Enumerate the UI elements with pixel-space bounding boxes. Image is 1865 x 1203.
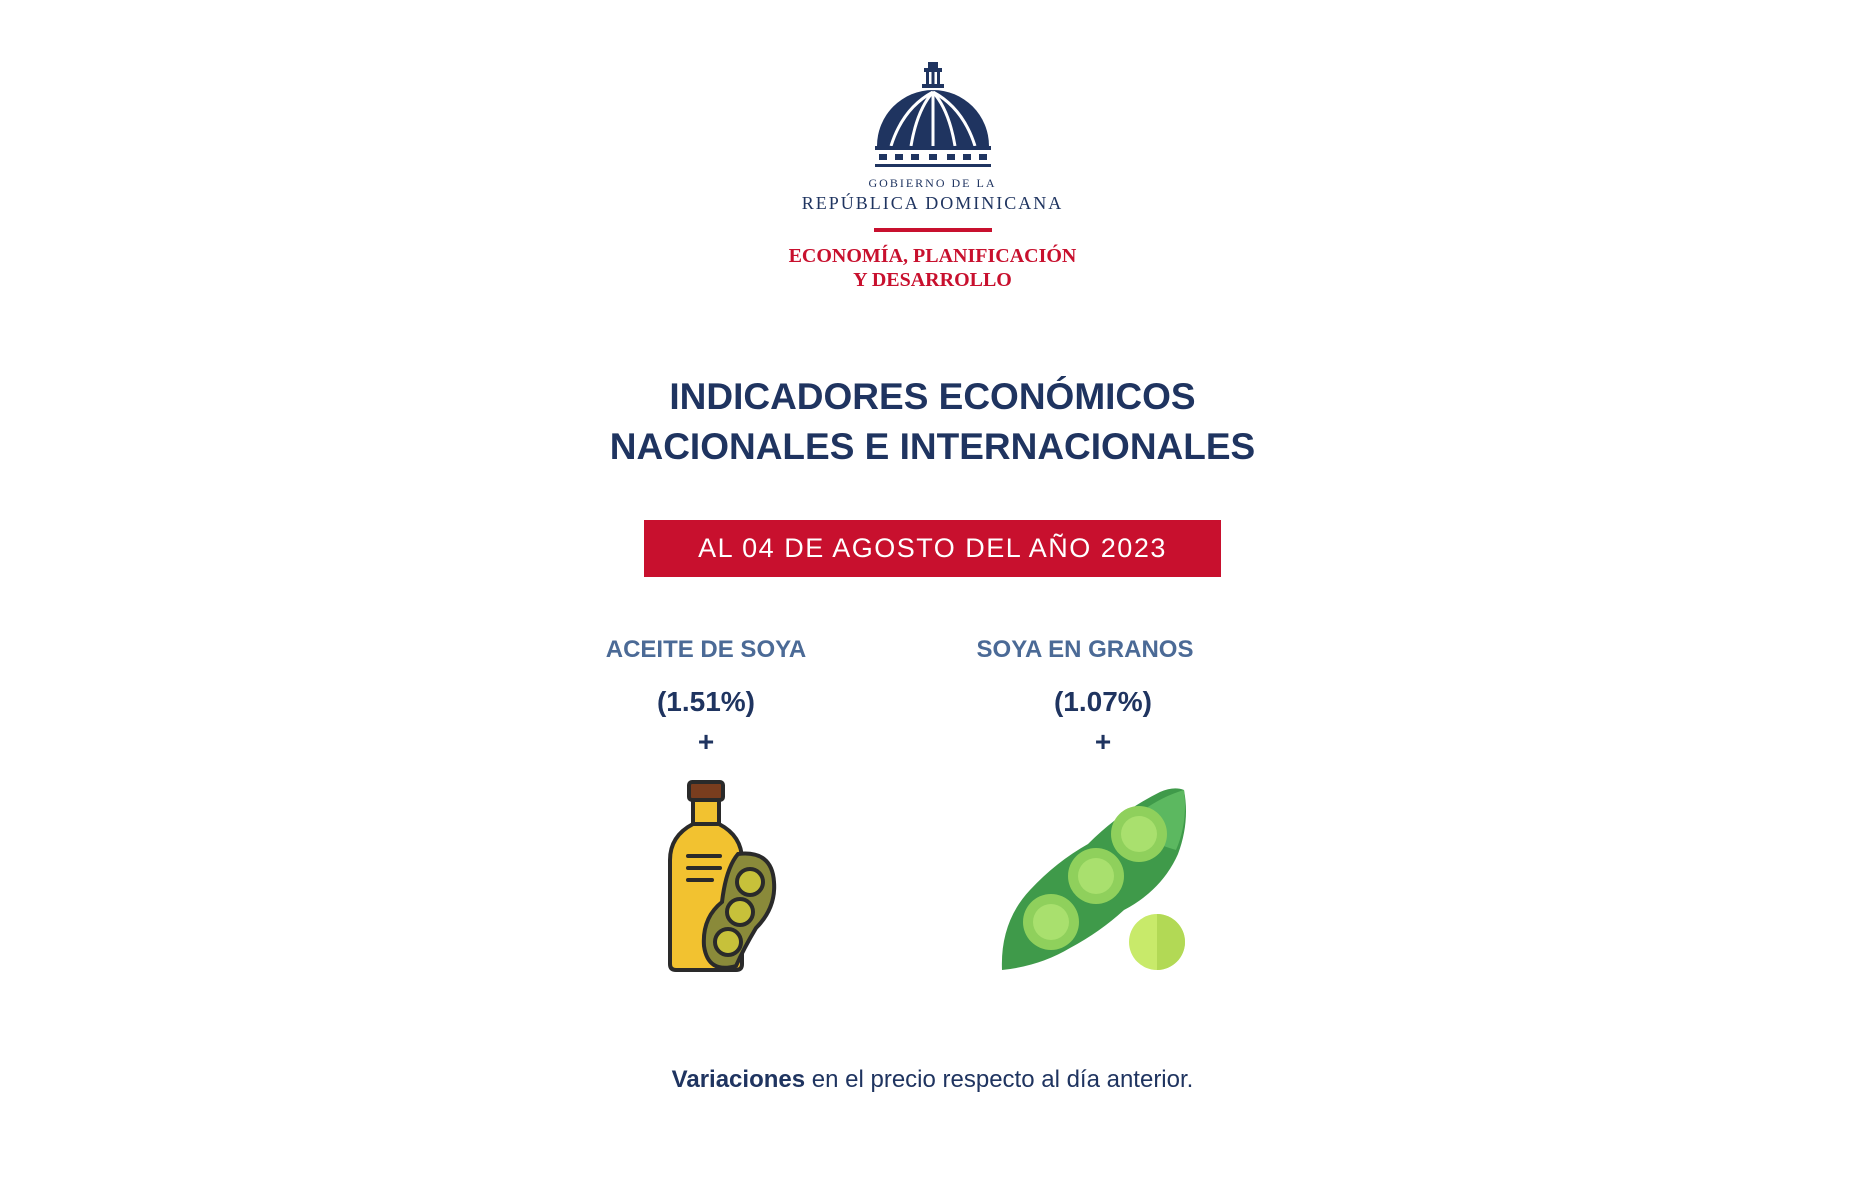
ministry-name-line2: Y DESARROLLO	[853, 269, 1012, 291]
date-banner: AL 04 DE AGOSTO DEL AÑO 2023	[644, 520, 1221, 577]
page-title	[0, 372, 1865, 472]
logo-divider	[874, 228, 992, 232]
logo-government-label: GOBIERNO DE LA	[868, 176, 997, 190]
dome-icon	[873, 60, 993, 170]
oil-bottle-icon	[664, 778, 784, 974]
footnote-emphasis: Variaciones	[671, 1066, 806, 1093]
product-variation: (1.51%)	[656, 686, 756, 717]
product-name: ACEITE DE SOYA	[605, 636, 807, 663]
ministry-name-line1: ECONOMÍA, PLANIFICACIÓN	[788, 245, 1077, 267]
soy-pod-icon	[1000, 782, 1190, 974]
product-soya-en-granos	[920, 636, 1250, 758]
product-variation-sign: +	[1094, 726, 1112, 757]
footnote-text: en el precio respecto al día anterior.	[805, 1066, 1194, 1093]
product-variation-sign: +	[697, 726, 715, 757]
logo-country-label: REPÚBLICA DOMINICANA	[801, 193, 1064, 213]
title-line2: NACIONALES E INTERNACIONALES	[609, 426, 1256, 467]
product-variation: (1.07%)	[1053, 686, 1153, 717]
product-name: SOYA EN GRANOS	[976, 636, 1194, 663]
footnote	[0, 1066, 1865, 1094]
product-aceite-de-soya	[541, 636, 871, 758]
title-line1: INDICADORES ECONÓMICOS	[669, 376, 1196, 417]
government-logo	[0, 60, 1865, 292]
